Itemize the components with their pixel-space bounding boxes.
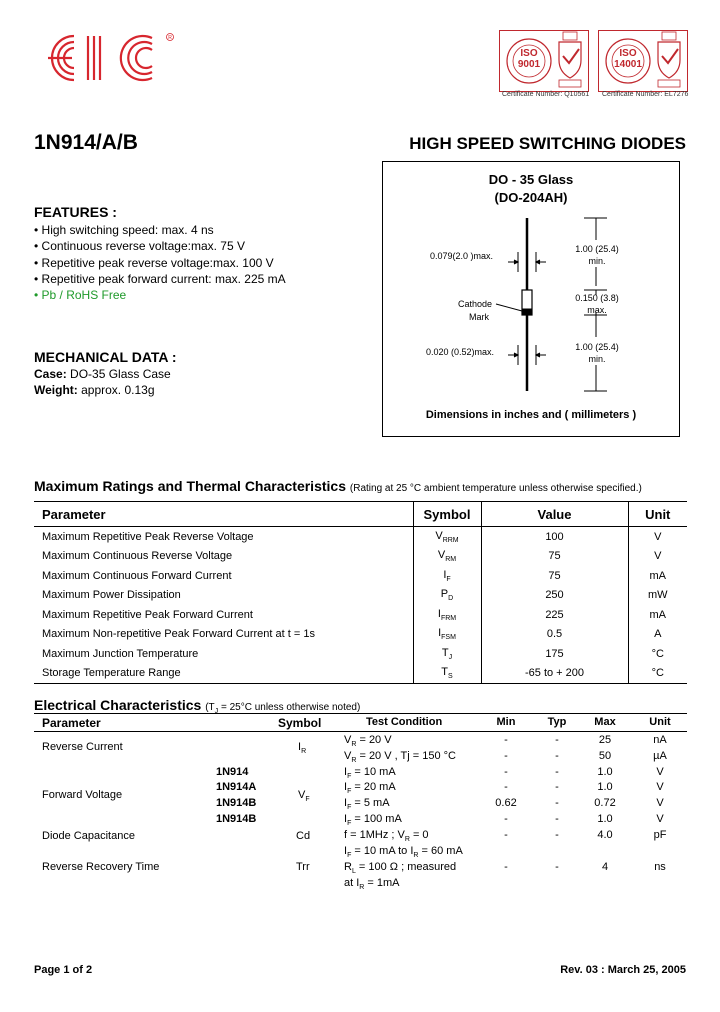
cert1-number: Certificate Number: Q10561 [502,91,590,98]
table-header-row [34,502,687,527]
mr-param: Maximum Junction Temperature [42,647,199,660]
ec-sym-reverse-current: $I_R$ [298,741,307,756]
ec-condition: $I_F = 20$ mA [344,781,396,796]
ec-max-capacitance: 4.0 [597,829,613,841]
ec-unit-capacitance: pF [653,829,667,841]
ec-device: 1N914B [216,813,257,825]
mr-unit: °C [628,664,687,684]
max-ratings-title [34,478,642,494]
mr-value: 100 [481,527,628,547]
feature-item: • Repetitive peak forward current: max. 225 mA [34,271,286,286]
package-name: DO - 35 Glass [488,172,574,187]
ec-max: 50 [598,750,612,762]
max-ratings-title-text: Maximum Ratings and Thermal Characteristics [34,478,346,494]
mr-unit: V [628,547,687,567]
ec-min-recovery: - [504,861,508,873]
ec-min-capacitance: - [504,829,508,841]
mr-value: 175 [481,644,628,664]
mr-symbol: $P_D$ [413,586,481,606]
table-row [34,664,687,684]
ec-min: - [504,750,508,762]
mr-param: Maximum Continuous Reverse Voltage [42,550,233,563]
mr-value: 0.5 [481,625,628,645]
mr-param: Maximum Non-repetitive Peak Forward Current at t = 1s [42,628,315,641]
ec-device: 1N914B [216,797,257,809]
col-parameter: Parameter [34,502,413,527]
page-number: Page 1 of 2 [34,964,93,976]
part-number: 1N914/A/B [34,131,138,154]
ec-min: - [504,766,508,778]
case-label: Case: [34,367,67,381]
ec-typ: - [555,797,559,809]
mr-unit: mA [628,566,687,586]
cathode-label: Cathode [458,299,493,309]
ec-unit: µA [653,750,667,762]
ec-unit: nA [653,734,667,746]
ec-min: - [504,813,508,825]
weight-label: Weight: [34,383,78,397]
mechanical-weight [34,383,155,397]
dim-body-diameter: 0.020 (0.52)max. [426,347,495,357]
max-ratings-note: (Rating at 25 °C ambient temperature unless otherwise specified.) [349,483,642,494]
table-row [34,625,687,645]
mr-symbol: $V_{RM}$ [413,547,481,567]
dim-lead-length-bottom-min: min. [588,354,606,364]
dim-lead-length-top-min: min. [588,256,606,266]
mr-symbol: $T_S$ [413,664,481,684]
mr-param: Maximum Power Dissipation [42,589,181,602]
electrical-title-text: Electrical Characteristics [34,697,202,713]
mr-unit: mW [628,586,687,606]
mr-param: Maximum Continuous Forward Current [42,569,232,582]
company-logo [34,30,184,86]
col-symbol: Symbol [413,502,481,527]
mr-symbol: $I_{FRM}$ [413,605,481,625]
ec-condition: $I_F = 5$ mA [344,797,390,812]
ec-col-min: Min [496,716,516,728]
ec-col-max: Max [594,716,616,728]
mechanical-heading: MECHANICAL DATA : [34,349,177,365]
mr-value: 75 [481,566,628,586]
cert2-iso-label: ISO [619,48,637,59]
ec-col-typ: Typ [547,716,567,728]
ec-sym-forward-voltage: $V_F$ [298,789,310,804]
dim-lead-length-bottom: 1.00 (25.4) [575,342,619,352]
svg-text:R: R [168,35,172,41]
table-row [34,644,687,664]
document-title: HIGH SPEED SWITCHING DIODES [409,134,686,153]
max-ratings-table [34,501,687,684]
mechanical-case [34,367,171,381]
dim-body-length-max: max. [587,305,607,315]
table-row [34,547,687,567]
ec-max: 1.0 [597,766,613,778]
ec-col-condition: Test Condition [366,716,443,728]
ec-unit: V [656,766,664,778]
ec-col-unit: Unit [649,716,671,728]
weight-value: approx. 0.13g [77,383,155,397]
ec-min: - [504,781,508,793]
ec-device: 1N914 [216,766,249,778]
ec-unit: V [656,813,664,825]
ec-col-symbol: Symbol [278,716,322,730]
electrical-note: ($T_J = 25^\circ C$ unless otherwise noted) [205,702,361,715]
mr-symbol: $V_{RRM}$ [413,527,481,547]
ec-cond-capacitance: f = 1MHz ; $V_R = 0$ [344,829,429,844]
ec-typ: - [555,813,559,825]
table-row [34,586,687,606]
feature-item: • Repetitive peak reverse voltage:max. 100 V [34,255,274,270]
ec-cond-recovery-1: $I_F = 10$ mA to $I_R = 60$ mA [344,845,463,860]
diode-outline-drawing [383,162,679,436]
mr-symbol: $T_J$ [413,644,481,664]
table-row [34,566,687,586]
ec-min: 0.62 [495,797,517,809]
ec-param-forward-voltage: Forward Voltage [42,789,123,801]
ec-param-reverse-current: Reverse Current [42,741,123,753]
case-value: DO-35 Glass Case [66,367,171,381]
cert2-iso-number: 14001 [614,59,642,70]
mr-value: 250 [481,586,628,606]
mr-param: Maximum Repetitive Peak Reverse Voltage [42,530,254,543]
ec-top-rule [34,713,687,714]
package-diagram [382,161,680,437]
ec-unit: V [656,797,664,809]
iso-9001-badge [499,30,589,92]
feature-item-rohs: • Pb / RoHS Free [34,288,127,303]
mr-unit: A [628,625,687,645]
package-alt-name: (DO-204AH) [494,190,568,205]
col-value: Value [481,502,628,527]
mr-unit: V [628,527,687,547]
mr-symbol: $I_{FSM}$ [413,625,481,645]
cert2-number: Certificate Number: EL7276 [602,91,689,98]
mr-param: Maximum Repetitive Peak Forward Current [42,608,253,621]
cert1-iso-number: 9001 [517,59,541,70]
ec-unit-recovery: ns [654,861,666,873]
ec-unit: V [656,781,664,793]
mr-param: Storage Temperature Range [34,664,413,684]
ec-max: 0.72 [594,797,616,809]
revision-date: Rev. 03 : March 25, 2005 [560,964,686,976]
table-row [34,527,687,547]
ec-cond-recovery-3: at $I_R = 1mA$ [344,877,400,892]
ec-cond-recovery-2: $R_L = 100$ Ω ; measured [344,861,457,876]
dim-body-length: 0.150 (3.8) [575,293,619,303]
ec-condition: $V_R = 20$ V [344,734,392,749]
iso-14001-badge [598,30,688,92]
dimensions-note: Dimensions in inches and ( millimeters ) [425,409,637,421]
ec-condition: $I_F = 10$ mA [344,766,396,781]
ec-max: 1.0 [597,813,613,825]
ec-header-rule [34,731,687,732]
mr-value: -65 to + 200 [481,664,628,684]
features-list [34,222,286,303]
table-row [34,605,687,625]
ec-col-parameter: Parameter [42,716,101,730]
ec-max: 25 [598,734,612,746]
ec-typ-recovery: - [555,861,559,873]
ec-max: 1.0 [597,781,613,793]
ec-min: - [504,734,508,746]
ec-typ: - [555,766,559,778]
mr-unit: mA [628,605,687,625]
cathode-label-2: Mark [469,312,489,322]
feature-item: • Continuous reverse voltage:max. 75 V [34,239,245,254]
ec-typ: - [555,734,559,746]
ec-sym-capacitance: Cd [296,830,311,842]
ec-param-recovery: Reverse Recovery Time [42,861,160,873]
mr-unit: °C [628,644,687,664]
mr-value: 225 [481,605,628,625]
ec-max-recovery: 4 [601,861,609,873]
ec-sym-recovery: Trr [296,861,310,873]
ec-param-capacitance: Diode Capacitance [42,830,135,842]
ec-typ: - [555,781,559,793]
max-ratings-body [34,527,687,684]
ec-typ-capacitance: - [555,829,559,841]
dim-lead-diameter: 0.079(2.0 )max. [430,251,494,261]
feature-item: • High switching speed: max. 4 ns [34,223,214,237]
features-heading: FEATURES : [34,204,117,220]
ec-condition: $V_R = 20$ V , Tj = 150 °C [344,750,456,765]
ec-typ: - [555,750,559,762]
ec-condition: $I_F = 100$ mA [344,813,402,828]
cert1-iso-label: ISO [520,48,538,59]
mr-symbol: $I_F$ [413,566,481,586]
dim-lead-length-top: 1.00 (25.4) [575,244,619,254]
col-unit: Unit [628,502,687,527]
ec-device: 1N914A [216,781,257,793]
mr-value: 75 [481,547,628,567]
